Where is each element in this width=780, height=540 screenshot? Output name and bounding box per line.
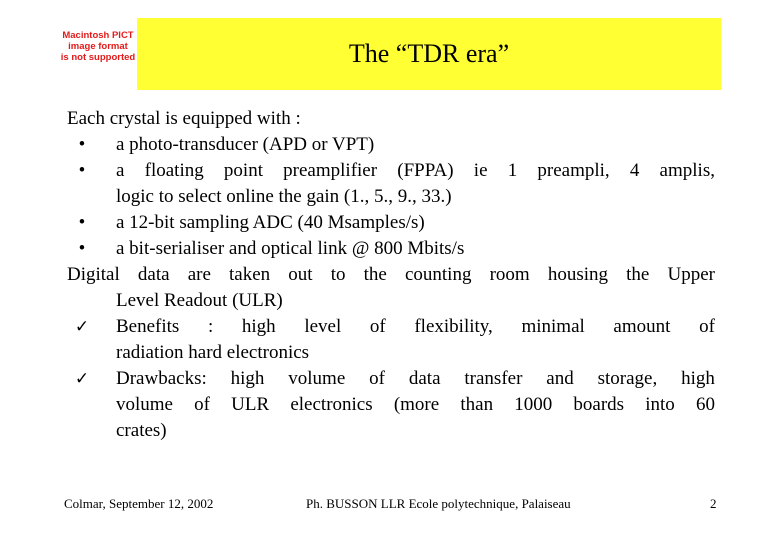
check-continuation: radiation hard electronics [116,342,310,363]
check-word: boards [573,394,625,415]
title-bar [137,18,721,90]
bullet-item [67,132,715,158]
bullet-item [67,210,715,236]
check-word: of [699,316,715,337]
bullet-continuation: logic to select online the gain (1., 5., 9., 33.) [116,186,452,207]
word: are [187,264,211,285]
bullet-word: (FPPA) [397,160,454,181]
placeholder-line: Macintosh PICT [62,30,134,41]
check-word: flexibility, [414,316,493,337]
check-continuation: crates) [116,420,167,441]
check-word: of [369,316,386,337]
word: the [363,264,387,285]
check-text [116,366,715,392]
check-word: minimal [521,316,585,337]
check-word: of [194,394,210,415]
word: counting [404,264,472,285]
word: housing [547,264,608,285]
check-word: 60 [695,394,715,415]
word: data [137,264,170,285]
check-continuation [67,392,715,418]
intro-line: Each crystal is equipped with : [67,108,301,129]
bullet-item [67,158,715,184]
check-word: high [681,368,715,389]
bullet-icon: • [78,160,86,181]
bullet-text: a photo-transducer (APD or VPT) [116,134,375,155]
bullet-icon: • [78,238,86,259]
word: out [288,264,313,285]
check-word: storage, [597,368,658,389]
bullet-word: 1 [507,160,518,181]
bullet-word: preampli, [537,160,610,181]
bullet-word: amplis, [659,160,715,181]
check-word: into [645,394,675,415]
word: the [626,264,650,285]
placeholder-line: image format [68,41,128,52]
bullet-word: 4 [629,160,640,181]
check-word: of [369,368,385,389]
check-word: : [207,316,214,337]
bullet-word: floating [144,160,204,181]
bullet-item [67,236,715,262]
check-word: volume [116,394,173,415]
bullet-text: a 12-bit sampling ADC (40 Msamples/s) [116,212,425,233]
footer-date: Colmar, September 12, 2002 [64,496,214,511]
word: Upper [667,264,715,285]
slide-title: The “TDR era” [348,39,510,68]
check-word: Benefits [116,316,180,337]
placeholder-line: is not supported [60,52,136,63]
check-text [116,314,715,340]
word: taken [229,264,271,285]
word: to [330,264,346,285]
slide-body [67,106,715,444]
check-word: high [230,368,265,389]
footer-author: Ph. BUSSON LLR Ecole polytechnique, Palaiseau [306,496,571,511]
bullet-text: a bit-serialiser and optical link @ 800 Mbits/s [116,238,465,259]
check-item [67,366,715,392]
check-word: level [304,316,342,337]
unsupported-image-placeholder [58,30,138,72]
check-word: volume [288,368,346,389]
bullet-icon: • [78,212,86,233]
bullet-word: preamplifier [283,160,378,181]
check-word: data [408,368,441,389]
check-word: high [241,316,276,337]
check-item [67,314,715,340]
digital-data-continuation: Level Readout (ULR) [116,290,283,311]
checkmark-icon: ✓ [74,317,90,337]
checkmark-icon: ✓ [74,369,90,389]
check-word: ULR [231,394,270,415]
bullet-text [116,158,715,184]
page-number: 2 [710,496,717,511]
check-word: and [546,368,574,389]
check-word: 1000 [514,394,553,415]
bullet-word: ie [473,160,488,181]
check-word: Drawbacks: [116,368,207,389]
check-word: electronics [290,394,373,415]
check-word: amount [613,316,671,337]
word: Digital [67,264,120,285]
check-word: transfer [464,368,523,389]
slide-footer [0,494,780,514]
word: room [489,264,530,285]
digital-data-line [67,262,715,288]
bullet-icon: • [78,134,86,155]
check-word: than [460,394,494,415]
bullet-word: point [223,160,263,181]
bullet-word: a [116,160,125,181]
check-word: (more [393,394,440,415]
